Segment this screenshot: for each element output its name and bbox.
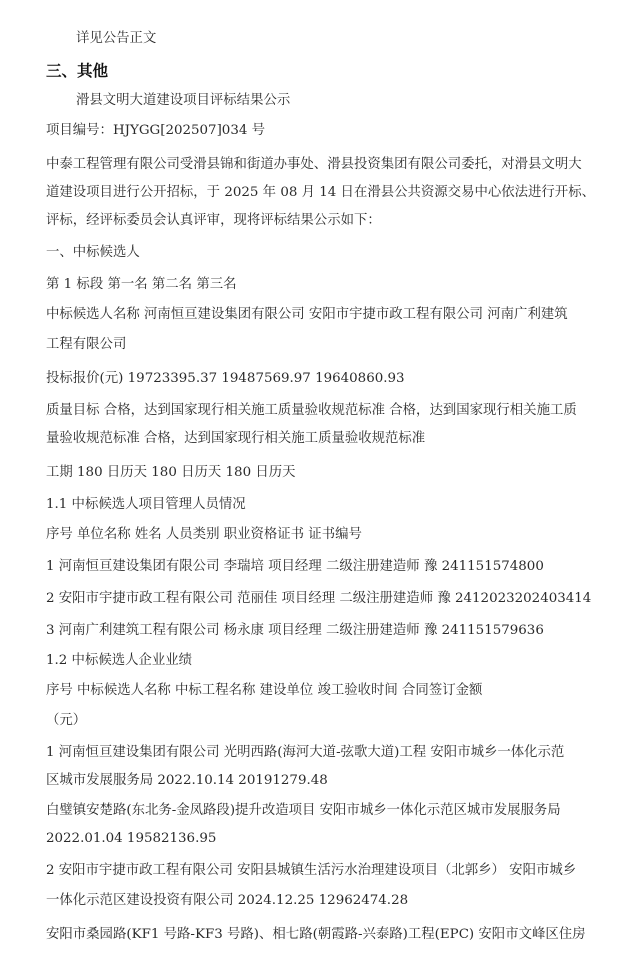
- quality-target: 质量目标 合格，达到国家现行相关施工质量验收规范标准 合格，达到国家现行相关施工质: [46, 403, 577, 418]
- intro-line: 道建设项目进行公开招标，于 2025 年 08 月 14 日在滑县公共资源交易中心依法进行开标、: [46, 185, 595, 200]
- rank-header: 第 1 标段 第一名 第二名 第三名: [46, 277, 237, 292]
- candidate-names: 中标候选人名称 河南恒亘建设集团有限公司 安阳市宇捷市政工程有限公司 河南广利建筑: [46, 307, 568, 322]
- performance-row: 2022.01.04 19582136.95: [46, 831, 217, 846]
- performance-row: 2 安阳市宇捷市政工程有限公司 安阳县城镇生活污水治理建设项目（北郭乡） 安阳市城乡: [46, 863, 577, 878]
- candidate-names: 工程有限公司: [46, 337, 127, 352]
- performance-table-header-cont: （元）: [46, 713, 87, 728]
- quality-target: 量验收规范标准 合格，达到国家现行相关施工质量验收规范标准: [46, 431, 426, 446]
- intro-line: 评标，经评标委员会认真评审，现将评标结果公示如下：: [46, 213, 381, 228]
- staff-table-header: 序号 单位名称 姓名 人员类别 职业资格证书 证书编号: [46, 527, 362, 542]
- construction-period: 工期 180 日历天 180 日历天 180 日历天: [46, 465, 296, 480]
- performance-row: 白璧镇安楚路(东北务-金凤路段)提升改造项目 安阳市城乡一体化示范区城市发展服务局: [46, 803, 561, 818]
- staff-row: 3 河南广利建筑工程有限公司 杨永康 项目经理 二级注册建造师 豫 241151579636: [46, 623, 544, 638]
- performance-row: 安阳市桑园路(KF1 号路-KF3 号路)、相七路(朝霞路-兴泰路)工程(EPC) 安阳市文峰区住房: [46, 927, 586, 942]
- performance-row: 一体化示范区建设投资有限公司 2024.12.25 12962474.28: [46, 893, 409, 908]
- project-number: 项目编号：HJYGG[202507]034 号: [46, 123, 266, 138]
- subsection-1-1-title: 1.1 中标候选人项目管理人员情况: [46, 497, 246, 512]
- see-notice-text: 详见公告正文: [76, 31, 157, 46]
- staff-row: 1 河南恒亘建设集团有限公司 李瑞培 项目经理 二级注册建造师 豫 241151574800: [46, 559, 544, 574]
- staff-row: 2 安阳市宇捷市政工程有限公司 范丽佳 项目经理 二级注册建造师 豫 2412023202403414: [46, 591, 592, 606]
- section-1-title: 一、中标候选人: [46, 245, 140, 260]
- performance-table-header: 序号 中标候选人名称 中标工程名称 建设单位 竣工验收时间 合同签订金额: [46, 683, 483, 698]
- subtitle: 滑县文明大道建设项目评标结果公示: [76, 93, 291, 108]
- performance-row: 1 河南恒亘建设集团有限公司 光明西路(海河大道-弦歌大道)工程 安阳市城乡一体化示范: [46, 745, 565, 760]
- bid-price: 投标报价(元) 19723395.37 19487569.97 19640860.93: [46, 371, 405, 386]
- intro-line: 中泰工程管理有限公司受滑县锦和街道办事处、滑县投资集团有限公司委托，对滑县文明大: [46, 157, 582, 172]
- performance-row: 区城市发展服务局 2022.10.14 20191279.48: [46, 773, 328, 788]
- subsection-1-2-title: 1.2 中标候选人企业业绩: [46, 653, 193, 668]
- section-3-heading: 三、其他: [46, 62, 109, 80]
